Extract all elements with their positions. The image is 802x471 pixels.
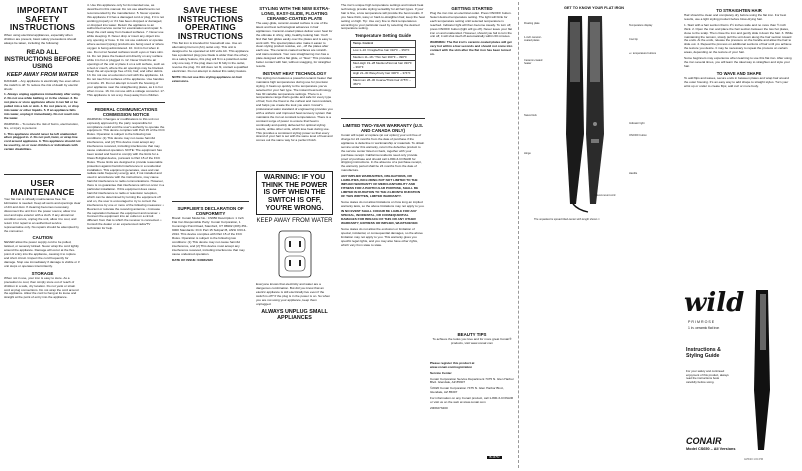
supplier-date: DATE OF ISSUE: 03/08/2020 [172, 257, 213, 262]
warning-text: WARNING – To reduce the risk of burns, electrocution, fire, or injury to persons: [4, 121, 79, 130]
getting-started-text: Plug the iron into an electrical outlet. Press ON/OFF button. Select desired temperature setting. The light will blink for each temperature setting until selected temperature is reached. Indicator light will then become steady. To turn off, press ON/OFF button (light will go off). Never leave your flat iron on and unattended. However, should you fail to turn the unit off, it will shut itself off automatically within 60 minutes. [430, 11, 512, 39]
label-indicator: Indicator light [629, 122, 645, 125]
beauty-text: To achieve the looks you love and for more great Conair® products, visit www.conair.com [432, 337, 512, 345]
heading-limited-warranty: LIMITED TWO-YEAR WARRANTY (U.S. AND CANADA ONLY) [342, 123, 424, 134]
label-swivel-lock: Swivel lock [524, 114, 537, 117]
column-safety [4, 4, 81, 466]
info-text: For information on any Conair product, call 1-800-3-CONAIR or visit us on the web at www.conair.com [430, 396, 514, 405]
heading-temperature-guide: Temperature Setting Guide [354, 33, 412, 39]
ib-number: IB-16752 [489, 456, 500, 459]
label-handle: Handle [629, 172, 638, 175]
column-operating [172, 4, 249, 466]
table-row [351, 61, 416, 71]
table-row [351, 54, 416, 61]
table-cell: Med-High 19–28 Medium/Normal hair 330°F – 390°F [351, 61, 416, 71]
conair-logo: CONAIR [686, 436, 722, 446]
table-cell: Medium 11–18 / Thin hair 360°F – 390°F [351, 54, 416, 61]
warranty-damages: IN NO EVENT SHALL CONAIR BE LIABLE FOR ANY SPECIAL, INCIDENTAL, OR CONSEQUENTIAL DAMAGES FOR BREACH OF THIS OR ANY OTHER WARRANTY, EXPRESS OR IMPLIED, WHATSOEVER. [341, 209, 419, 226]
supplier-text: Brand: Conair Model No.: CS650 Description: 1 Inch Flat Iron Responsible Party: Conair Corporation, 1 Cummings Point Road, Stamford, CT 06902 (203) 351-9000 Standards: FCC Part 15 Subpart B, ANSI C63.4-2014. This device complies with Part 15 of the FCC Rules. Operation is subject to the following two conditions: (1) This device may not cause harmful interference, and (2) This device must accept any interference received, including interference that may cause undesired operation. [172, 216, 248, 256]
service-text: Conair Corporation Service Department 7475 N. Glen Harbor Blvd. Glendale, AZ 85307 [430, 376, 514, 385]
flat-iron-illustration [558, 14, 628, 214]
cover-panel [684, 290, 796, 465]
instant-heat-text-2: The iron's unique high temperature settings and instant heat technology provide styling versatility for all hair types. If your hair is fine, a low temperature will provide the best results. If you have thick, wavy or hard-to-straighten hair, keep the heat setting on high. Tip: Use very fine to thick temperatures according to your particular need by selecting the desired temperature setting. [341, 4, 425, 31]
danger-items: 1. Always unplug appliance immediately after using. 2. Do not use while bathing or in the shower. 3. Do not place or store appliance where it can fall or be pulled into a tub or sink. 4. Do not place in, or drop into water or other liquids. 5. If an appliance falls into water, unplug it immediately. Do not reach into the water. [4, 92, 81, 120]
table-row [351, 77, 416, 87]
operating-text: This flat iron is intended for household use. Use an alternating Current (AC) outlet only. This unit is designed to be operated at 120 volts AC. This appliance has a polarized plug (one blade is wider than the other). As a safety feature, this plug will fit in a polarized outlet only one way. If the plug does not fit fully in the outlet, reverse the plug. If it still does not fit, contact a qualified electrician. Do not attempt to defeat this safety feature. [172, 41, 249, 73]
heading-styling-plate: STYLING WITH THE NEW EXTRA-LONG, EASY-GLIDE, FLOATING CERAMIC-COATED PLATE [259, 6, 330, 21]
warranty-implied: ANY IMPLIED WARRANTIES, OBLIGATIONS, OR LIABILITIES, INCLUDING BUT NOT LIMITED TO THE IMPLIED WARRANTY OF MERCHANTABILITY AND FITNESS FOR A PARTICULAR PURPOSE, SHALL BE LIMITED IN DURATION TO THE 24-MONTH DURATION OF THIS WRITTEN, LIMITED WARRANTY. [341, 174, 421, 198]
heading-user-maintenance: USER MAINTENANCE [10, 178, 75, 197]
heading-save-operating: SAVE THESE INSTRUCTIONS OPERATING INSTRUCTIONS [177, 5, 244, 41]
heading-beauty-tips: BEAUTY TIPS [457, 332, 487, 337]
instant-heat-text: This styling iron features a powerful ceramic heater that maintains high temperatures during use for precision styling. It heats up quickly to the temperature you've selected for your hair type. The instant heat technology has 30 variable temperature settings. There is a temperature range that's gentle and safe for every type of hair, from the finest to the curliest and most resistant, and helps you create the look you want. Conair's professional salon standard of engineering provides you with a uniform and improved heat recovery system that maintains the iron at constant temperatures. There is a constant surge of power to ensure that heat is continually and quickly delivered for optimal styling results, unlike other units, which lose heat during use. This provides a consistent styling power so that every strand of your hair is set with the same level of heat and comes out the same way for a perfect finish. [256, 75, 333, 143]
column-styling [256, 4, 333, 466]
warranty-text-2: Some states do not allow limitations on how long an implied warranty lasts, so the above limitations may not apply to you. [341, 199, 425, 208]
cover-help-text: For your safety and continued enjoyment of this product, always read the instructions book carefully before using. [686, 369, 729, 384]
heading-getting-started: GETTING STARTED [451, 6, 493, 11]
cover-iron-image [738, 290, 788, 450]
label-temp-buttons: +/- temperature buttons [629, 52, 657, 55]
heading-instant-heat: INSTANT HEAT TECHNOLOGY [262, 70, 327, 76]
flat-iron-diagram [524, 4, 664, 234]
product-subtitle: 1 in. ceramic flat iron [688, 326, 720, 330]
safety-items-continued: 4. Use this appliance only for its intended use, as described in this manual. Do not use attachments not recommended by the manufacturer. 5. Never operate this appliance if it has a damaged cord or plug, if it is not working properly or if it has been dropped or damaged, or dropped into water. Return the appliance to an authorized service center for examination and repair. 6. Keep the cord away from heated surfaces. 7. Never use while sleeping. 8. Never drop or insert any object into any opening or hose. 9. Do not use outdoors or operate where aerosol (spray) products are being used or where oxygen is being administered. 10. Unit is hot when in use. Do not let heated surfaces touch eyes or bare skin. 11. Do not place the heated unit directly on any surface while it is hot or plugged in. 12. Never block the air openings of the unit or place it on a soft surface, such as a bed or couch, where the air openings may be blocked. Keep the air openings free of lint, hair, and other debris. 13. Do not use an extension cord with the appliance. 14. Do not touch hot surfaces of the appliance. Use handles or knobs. 15. Do not attempt to touch the housing of your appliance near the straightening plates, as it is hot when in use. 16. Do not use with a voltage converter. 17. This appliance is not a toy. Keep away from children. [87, 4, 165, 97]
heading-read-all: READ ALL INSTRUCTIONS BEFORE USING [4, 48, 81, 70]
fcc-text: WARNING: Changes or modifications to this unit not expressly approved by the party responsible for compliance could void the user's authority to operate the equipment. This device complies with Part 15 of the FCC Rules. Operation is subject to the following two conditions: (1) This device may not cause harmful interference, and (2) This device must accept any interference received, including interference that may cause undesired operation. NOTE: The equipment has been tested and found to comply with the limits for a Class B digital device, pursuant to Part 15 of the FCC Rules. These limits are designed to provide reasonable protection against harmful interference in a residential installation. This equipment generates, uses and can radiate radio frequency energy and, if not installed and used in accordance with the instructions, may cause harmful interference to radio communications. However, there is no guarantee that interference will not occur in a particular installation. If this equipment does cause harmful interference to radio or television reception, which can be determined by turning the equipment off and on, the user is encouraged to try to correct the interference by one or more of the following measures: • Reorient or relocate the receiving antenna. • Increase the separation between the equipment and receiver. • Connect the equipment into an outlet on a circuit different from that to which the receiver is connected. • Consult the dealer or an experienced radio/TV technician for help. [87, 116, 165, 231]
divider [172, 201, 249, 202]
product-code: 20PA073200 [430, 405, 448, 410]
wild-logo: wild [684, 288, 745, 318]
straighten-tips: Some beginners may experience when learning to use this flat iron. After using the iron several times, you will learn the ideal way to straighten and style your hair. [684, 56, 792, 68]
keep-away-from-water: KEEP AWAY FROM WATER [256, 218, 333, 225]
column-getting-started [341, 4, 425, 466]
heading-fcc: FEDERAL COMMUNICATIONS COMMISSION NOTICE [94, 106, 158, 117]
danger-text: DANGER – Any appliance is electrically live even when the switch is off. To reduce the risk of death by electric shock: [4, 78, 80, 91]
instructions-title: Instructions & Styling Guide [686, 347, 721, 359]
label-floating-plate: Floating plate [524, 22, 540, 25]
diagram-caption: The unpacked is spread tilted-center with length shown □ [534, 218, 600, 221]
warning-box [256, 171, 333, 215]
primrose-label: PRIMROSE [688, 320, 716, 324]
table-cell: Temp. Control [351, 41, 416, 48]
service-heading: Service Center [430, 370, 452, 375]
always-unplug: ALWAYS UNPLUG SMALL APPLIANCES [261, 308, 328, 321]
table-cell: Low 1–10 / Fragile/fine hair 310°F – 350°F [351, 47, 416, 54]
heading-get-to-know: GET TO KNOW YOUR FLAT IRON [563, 6, 625, 10]
outlet-icon [277, 229, 313, 279]
label-cool-tip: Cool tip [629, 38, 638, 41]
print-date: 4/25/20 1:04 PM [744, 458, 764, 461]
caution-text: NEVER allow the power supply cord to be pulled, twisted, or severely kinked. Never wrap the cord tightly around the appliance. Damage will occur at the flex-point of entry into the appliance, causing it to rupture and short circuit. Inspect the cord frequently for damage. Stop use immediately if damage is visible or if unit stops or operates intermittently. [4, 240, 80, 268]
table-cell: High 21–30 Wavy/Curly hair 330°F – 374°F [351, 71, 416, 78]
divider [341, 118, 425, 119]
warranty-text-3: Some states do not allow the exclusion or limitation of special, incidental, or consequential damages, so the above limitation may not apply to you. This warranty gives you specific legal rights, and you may also have other rights, which vary from state to state. [341, 227, 423, 247]
safety-intro: When using electrical appliances, especially when children are present, basic safety precautions should always be taken, including the following: [4, 32, 77, 45]
operating-note: NOTE: Do not use this styling appliance on hair extensions. [172, 74, 242, 83]
electricity-water-text: Everyone knows that electricity and water are a dangerous combination. But did you know that an electric appliance is still electrically live even if the switch is off? If the plug is in the power is on. So when you are not using your appliance, keep them unplugged. [256, 282, 331, 306]
temperature-table [350, 40, 416, 88]
user-maintenance-text: Your flat iron is virtually maintenance free. No lubrication is needed. Keep all vents and openings clear of dirt and dust. If cleaning becomes necessary, disconnect the unit from the power source; allow it to cool and wipe exterior with a cloth. If any abnormal condition occurs, unplug the unit, allow it to cool, and return it for repair to an authorized service representative only. No repairs should be attempted by the consumer. [4, 197, 81, 233]
heading-keep-away: KEEP AWAY FROM WATER [6, 71, 79, 78]
warning-items: 1. This appliance should never be left unattended when plugged in. 2. Do not pull, twist, or wrap line cord around appliance. 3. This appliance should not be used by, on or near children or individuals with certain disabilities. [4, 131, 81, 152]
label-temp-display: Temperature display [629, 24, 653, 27]
storage-text: When not in use, your iron is easy to store. As a precaution to cool, then simply store out of reach of children in a safe, dry location. Do not yank or strain cord at plug connections. Do not wrap the cord around the appliance. Allow the cord to hang at its loose and straight at the point of entry into the appliance. [4, 275, 79, 300]
column-straighten [684, 6, 794, 276]
straighten-steps: 1. Start with a hair section that is 1½ inches wide and no more than ½ inch thick. 2. Open the iron and place the hair section between the two hot plates, close to the scalp. Then close the iron and gently slide it down the hair. 3. While maintaining the tension, slowly pull the unit down along the hair section toward the ends. At the ends, release the pressure on the handle and allow the hair to slide out. 4. Repeat the process on additional sections of hair until you achieve the texture you desire. It may be necessary to repeat the process on certain areas, depending on the texture of your hair. [684, 22, 793, 55]
table-row [351, 41, 416, 48]
heading-important-safety: IMPORTANT SAFETY INSTRUCTIONS [9, 5, 76, 33]
heading-wave-shape: TO WAVE AND SHAPE [716, 70, 762, 76]
label-plates: 1-inch ceramic-coated plates [524, 36, 542, 42]
divider [87, 102, 165, 103]
copyright: ©2020 Conair Corporation 7475 N. Glen Harbor Blvd., Glendale, AZ 85307 [430, 386, 505, 395]
styling-text: The easy-glide, ceramic-coated surface is one of the latest and best technological advances in hair appliances. Ceramic-coated plates deliver even heat for the ultimate in shiny, silky, healthy-looking hair. You'll find that hair glides easily over the plates and is easy to work with. The special plates also make it easier to clean styling product residue, etc., off the plates after each use. The ceramic-coated surfaces are scratch- and stain-resistant. Your new straightening iron has a plate designed with a flat glide, or "float." This provides better contact with hair, without snagging, for straighter results. [256, 21, 333, 68]
column-getting-started-b [430, 4, 514, 124]
divider [4, 174, 81, 175]
beauty-and-service [430, 330, 514, 468]
table-row [351, 47, 416, 54]
label-on-off: ON/OFF button [629, 134, 647, 137]
register-text: Please register this product at www.conair.com/registration [430, 360, 475, 369]
heading-supplier-declaration: SUPPLIER'S DECLARATION OF CONFORMITY [177, 206, 244, 217]
table-row [351, 71, 416, 78]
warning-power-text: WARNING: IF YOU THINK THE POWER IS OFF WHEN THE SWITCH IS OFF, YOU'RE WRONG. [261, 174, 328, 212]
heading-caution: CAUTION [32, 235, 53, 241]
straighten-intro: Hair should be clean and completely dry before using the flat iron. For best results, use a light styling product before blow-drying hair. [684, 13, 787, 21]
wave-text: To add flips and waves, secure ends in between plates and wrap hair around the outer housing. It's an easy way to add shape to straight styles. Turn your wrist up or under to create flips; add curl or more body. [684, 75, 789, 88]
model-label: Model CS650 – All Versions [686, 447, 736, 451]
label-hinge: Hinge [524, 152, 531, 155]
label-ceramic-heater: Ceramic-coated heater [524, 59, 543, 65]
warranty-text: Conair will repair or replace (at our option) your unit free of charge for 24 months from the date of purchase if the appliance is defective in workmanship or materials. To obtain service under this warranty, return the defective product to the service center listed on back, together with your purchase receipt. California residents need only provide proof of purchase and should call 1-800-3-CONAIR for shipping instructions. In the absence of a purchase receipt, the warranty period shall be 24 months from the date of manufacture. [341, 133, 425, 173]
column-safety-continued [87, 4, 165, 466]
table-cell: Maximum 28–30 Coarse/Thick hair 275°F – 450°F [351, 77, 416, 87]
heading-straighten: TO STRAIGHTEN HAIR [716, 8, 762, 13]
heading-storage: STORAGE [31, 270, 54, 276]
fold-divider [518, 2, 519, 468]
label-swivel-cord: Swivel-mount cord [594, 194, 616, 197]
getting-started-warning: WARNING: The flat iron's ceramic-coated plates will get very hot within a few seconds and should not come into contact with the skin after the flat iron has been turned on. [430, 40, 513, 57]
